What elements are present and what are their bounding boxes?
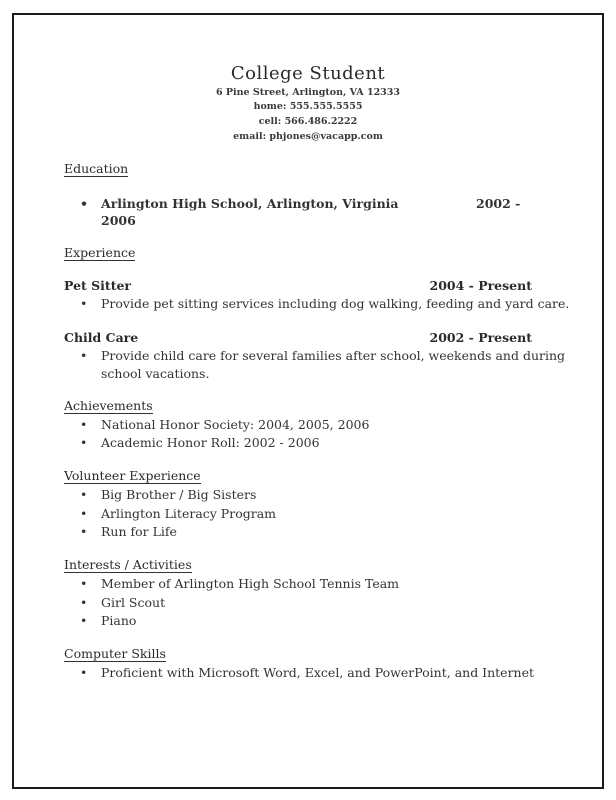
bullet-icon: • <box>80 506 88 521</box>
job-bullet-pet-sitter <box>80 297 569 311</box>
job-title-child-care: Child Care <box>64 330 139 345</box>
interest-text: Member of Arlington High School Tennis Team <box>101 576 400 591</box>
achievements-heading: Achievements <box>64 398 153 413</box>
interest-text: Girl Scout <box>101 595 166 610</box>
volunteer-heading: Volunteer Experience <box>64 468 201 483</box>
bullet-icon: • <box>80 348 88 363</box>
education-item <box>80 197 399 211</box>
bullet-icon: • <box>80 613 88 628</box>
bullet-icon: • <box>80 665 88 680</box>
skills-heading: Computer Skills <box>64 646 166 661</box>
achievement-text: National Honor Society: 2004, 2005, 2006 <box>101 417 370 432</box>
list-item <box>80 436 320 450</box>
list-item <box>80 666 534 680</box>
education-school: Arlington High School, Arlington, Virginia <box>101 196 399 211</box>
job-dates-child-care: 2002 - Present <box>429 330 532 345</box>
job-dates-pet-sitter: 2004 - Present <box>429 278 532 293</box>
list-item <box>80 488 256 502</box>
list-item <box>80 577 399 591</box>
bullet-icon: • <box>80 196 88 211</box>
job-title-pet-sitter: Pet Sitter <box>64 278 132 293</box>
address-line: 6 Pine Street, Arlington, VA 12333 <box>215 87 401 98</box>
volunteer-text: Run for Life <box>101 524 177 539</box>
job-desc-pet-sitter: Provide pet sitting services including dog walking, feeding and yard care. <box>101 296 570 311</box>
bullet-icon: • <box>80 595 88 610</box>
cell-phone-line: cell: 566.486.2222 <box>258 116 358 127</box>
job-desc-child-care-2: school vacations. <box>101 366 210 381</box>
list-item <box>80 507 276 521</box>
resume-name: College Student <box>230 63 386 84</box>
list-item <box>80 525 177 539</box>
interest-text: Piano <box>101 613 137 628</box>
achievement-text: Academic Honor Roll: 2002 - 2006 <box>101 435 320 450</box>
home-phone-line: home: 555.555.5555 <box>253 101 363 112</box>
list-item <box>80 596 165 610</box>
experience-heading: Experience <box>64 245 136 260</box>
bullet-icon: • <box>80 296 88 311</box>
list-item <box>80 614 136 628</box>
interests-heading: Interests / Activities <box>64 557 192 572</box>
skill-text: Proficient with Microsoft Word, Excel, and PowerPoint, and Internet <box>101 665 535 680</box>
education-heading: Education <box>64 161 129 176</box>
bullet-icon: • <box>80 576 88 591</box>
bullet-icon: • <box>80 524 88 539</box>
volunteer-text: Arlington Literacy Program <box>101 506 276 521</box>
education-years-end: 2006 <box>101 213 136 228</box>
job-desc-child-care-1: Provide child care for several families after school, weekends and during <box>101 348 566 363</box>
education-years-start: 2002 - <box>476 196 521 211</box>
job-bullet-child-care <box>80 349 565 363</box>
email-line: email: phjones@vacapp.com <box>233 131 383 142</box>
bullet-icon: • <box>80 435 88 450</box>
bullet-icon: • <box>80 417 88 432</box>
bullet-icon: • <box>80 487 88 502</box>
list-item <box>80 418 369 432</box>
volunteer-text: Big Brother / Big Sisters <box>101 487 257 502</box>
